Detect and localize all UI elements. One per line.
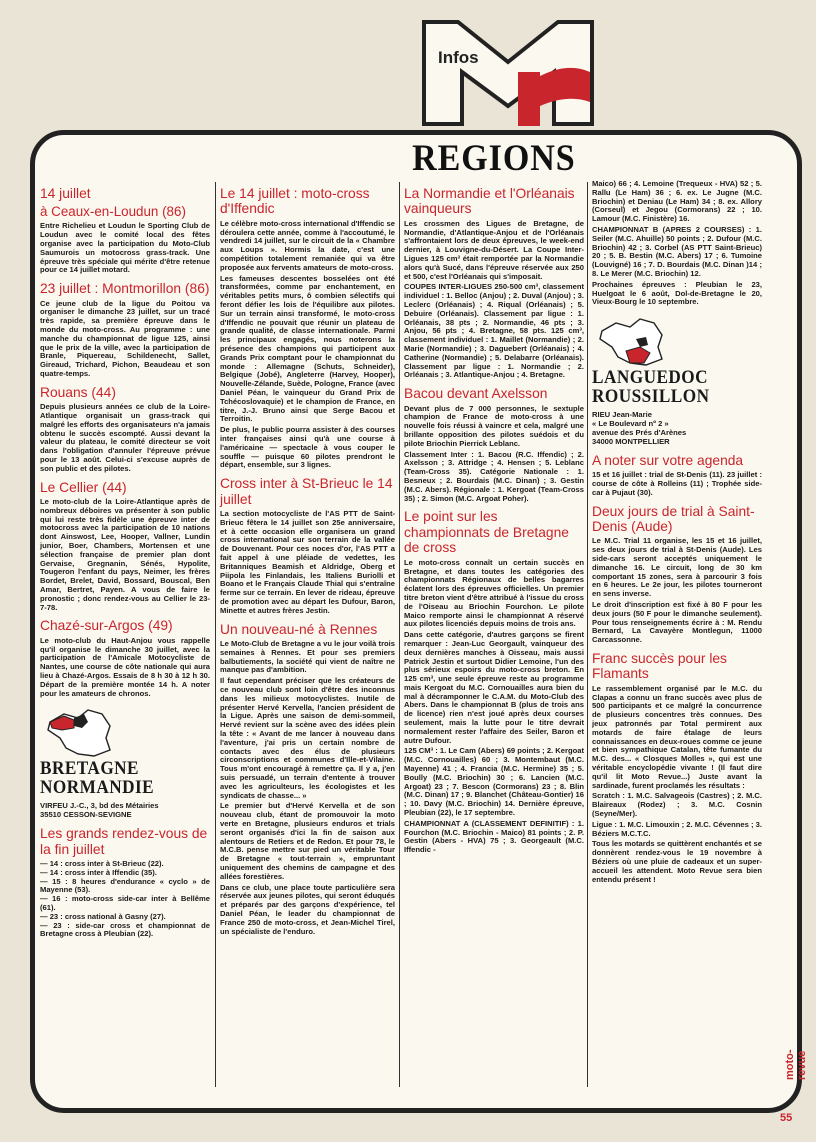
- column-2: [220, 180, 395, 938]
- list-item: — 23 : side-car cross et championnat de Bretagne cross à Pleubian (22).: [40, 920, 210, 939]
- list-item: — 15 : 8 heures d'endurance « cyclo » de Mayenne (53).: [40, 876, 210, 895]
- france-map-bretagne-icon: [44, 704, 116, 758]
- event-list: [40, 860, 210, 939]
- article-text: CHAMPIONNAT A (CLASSEMENT DEFINITIF) : 1. Fourchon (M.C. Briochin - Maico) 81 points ; 2. P. Gestin (Abers - HVA) 75 ; 3. Georgeault (M.C. Iffendic -: [404, 818, 584, 855]
- correspondent-address: RIEU Jean-Marie: [592, 409, 652, 419]
- article-text: 125 CM³ : 1. Le Cam (Abers) 69 points ; 2. Kergoat (M.C. Cornouailles) 60 ; 3. Montembaut (M.C. Mayenne) 41 ; 4. Francia (M.C. Hermine) 35 ; 5. Boully (M.C. Briochin) 30 ; 6. Lancien (M.C. Argoat) 23 ; 7. Bescon (Cormorans) 23 ; 8. Blin (M.C. Dinan) 17 ; 9. Blanchet (Château-Gontier) 16 ; 10. Davy (M.C. Briochin) 14. Dernière épreuve, Pleubian (22), le 17 septembre.: [404, 746, 584, 818]
- article-text: Le premier but d'Hervé Kervella et de son nouveau club, étant de promouvoir la moto verte en Bretagne, plusieurs enduros et trials seront organisés d'ici la fin de saison aux alentours de Retiers et de Redon. Et pour 78, le M.C.B. pense mettre sur pied un véritable Tour de Bretagne « tout-terrain », empruntant uniquement des chemins de campagne et des allées forestières.: [220, 801, 395, 881]
- article-text: Dans cette catégorie, d'autres garçons se firent remarquer : Jean-Luc Georgault, vainqueur des deux dernières manches à Oisseau, mais aussi Patrick Jestin et surtout Didier Lemoine, l'un des plus sérieux espoirs du moto-cross breton. En 125 cm³, une seule épreuve reste au programme mais Kergoat du M.C. Cornouailles aura bien du mal à décramponner le C.A.M. du Moto-Club des Abers. Dans le championnat B (plus de trois ans de licence) rien n'est joué après deux courses seulement, mais la lutte pour le titre devrait normalement rester l'affaire des Seiler, Baron et autre Dufour.: [404, 630, 584, 745]
- correspondent-address: avenue des Prés d'Arènes: [592, 427, 687, 437]
- article-text: 15 et 16 juillet : trial de St-Denis (11). 23 juillet : course de côte à Rolleins (11) ; Trophée side-car à Pujaut (30).: [592, 470, 762, 497]
- page-title: REGIONS: [412, 138, 576, 179]
- article-text: Scratch : 1. M.C. Salvageois (Castres) ; 2. M.C. Blaireaux (Rodez) ; 3. M.C. Cosnin (Seyne/Mer).: [592, 791, 762, 818]
- article-heading: La Normandie et l'Orléanais vainqueurs: [404, 186, 575, 217]
- article-heading: Deux jours de trial à Saint-Denis (Aude): [592, 503, 755, 534]
- article-text: Il faut cependant préciser que les créateurs de ce nouveau club sont loin d'être des inconnus dans les milieux motocyclistes. Inutile de présenter Hervé Kervella, l'ancien président de la Ligue. Après une saison de demi-sommeil, Hervé revient sur la scène avec des idées plein la tête : « Avant de me lancer à nouveau dans l'aventure, j'ai pris un certain nombre de contacts avec des élus de plusieurs circonscriptions et communes d'Ille-et-Vilaine. Tous m'ont encouragé à remettre ça. Il y a, j'en suis persuadé, un terrain d'entente à trouver avec les agriculteurs, les écologistes et les syndicats de chasse... »: [220, 676, 395, 800]
- article-text: Le moto-club de la Loire-Atlantique après de nombreux déboires va présenter à son public qui lui reste très fidèle une épreuve inter de motocross avec la participation de 10 nations dont Ainswost, Lee, Hooper, Vallner, Lundin junior, Boer, Chambers, Mortensen et une sélection française de premier plan dont Gervaise, Gregnanin, Sénés, Hypolite, Tougeron l'enfant du pays, Neimer, les frères Bordet, Brelet, David, Bossard, Bouscal, Ben Amar, Bertret, Payen. A vous de faire le pronostic ; donc rendez-vous au Cellier le 23-7-78.: [40, 497, 210, 612]
- region-title: BRETAGNE NORMANDIE: [40, 759, 155, 799]
- article-heading: Le Cellier (44): [40, 479, 127, 495]
- article-text: Dans ce club, une place toute particulière sera réservée aux jeunes pilotes, qui seront éduqués et préparés par des garçons d'expérience, tel Daniel Péan, le leader du championnat de France 250 de moto-cross, et Jean-Michel Tirel, un spécialiste de l'enduro.: [220, 882, 395, 936]
- column-divider: [587, 182, 588, 1087]
- region-title: LANGUEDOC ROUSSILLON: [592, 368, 710, 408]
- column-3: [404, 180, 584, 857]
- article-text: Depuis plusieurs années ce club de la Loire-Atlantique organisait un grass-track qui malgré les efforts des organisateurs n'a jamais obtenu le succès escompté. Aussi devant la valeur du plateau, le comité directeur se voit dans l'obligation d'annuler l'épreuve prévue pour le 13 août. Celui-ci s'excuse auprès de son public et des pilotes.: [40, 402, 210, 473]
- article-text: De plus, le public pourra assister à des courses inter françaises ainsi qu'à une course à l'américaine — spectacle à vous couper le souffle — puisque 60 pilotes prendront le départ, ensemble, sur 3 lignes.: [220, 425, 395, 470]
- article-text: Le célèbre moto-cross international d'Iffendic se déroulera cette année, comme à l'accoutumé, le vendredi 14 juillet, sur le circuit de la « Chambre aux Loups ». Hormis la date, c'est une compétition totalement remaniée qui va être proposée aux fervents amateurs de moto-cross.: [220, 218, 395, 272]
- article-text: Maico) 66 ; 4. Lemoine (Trequeux - HVA) 52 ; 5. Rallu (Le Ham) 36 ; 6. ex. Le Jugne (M.C. Briochin) et Deniau (Le Ham) 34 ; 8. ex. Allory (Corseul) et Jegou (Cormorans) 22 ; 10. Lamour (M.C. Finistère) 16.: [592, 179, 762, 224]
- article-text: Le M.C. Trial 11 organise, les 15 et 16 juillet, ses deux jours de trial à St-Denis (Aude). Les side-cars seront acceptés uniquement le dimanche 16. Le circuit, long de 30 km comportant 15 zones, sera à parcourir 3 fois en 6 heures. Le 2e jour, les pilotes tourneront en sens inverse.: [592, 536, 762, 599]
- article-text: Le rassemblement organisé par le M.C. du Clapas a connu un franc succès avec plus de 500 participants et ce malgré la concurrence de plusieurs concentres très connues. Des jeux patronnés par Total permirent aux motards de faire étalage de leurs connaissances en deux-roues comme ce jeune et bien sympathique Catalan, tête fumante du M.C. des... « Closques Molles », qui est une véritable encyclopédie vivante ! (Il faut dire qu'il lit Moto Revue...) Juste avant la sardinade, furent proclamés les résultats :: [592, 683, 762, 790]
- article-heading: Cross inter à St-Brieuc le 14 juillet: [220, 476, 393, 507]
- article-text: Ligue : 1. M.C. Limouxin ; 2. M.C. Cévennes ; 3. Béziers M.C.T.C.: [592, 819, 762, 838]
- correspondent-address: 34000 MONTPELLIER: [592, 436, 670, 446]
- correspondent-address: « Le Boulevard nº 2 »: [592, 418, 669, 428]
- article-heading: à Ceaux-en-Loudun (86): [40, 204, 186, 220]
- article-text: Le Moto-Club de Bretagne a vu le jour voilà trois semaines à Rennes. Et pour ses premiers balbutiements, la société qui vient de naître ne manque pas d'ambition.: [220, 639, 395, 675]
- article-text: Le moto-cross connaît un certain succès en Bretagne, et dans toutes les catégories des championnats Régionaux de belles bagarres éclatent lors des épreuves officielles. Un premier titre breton vient d'être attribué à l'issue du cross de l'Oiseau au Briochin Fourchon. Le pilote Maico remporte ainsi le championnat A réservé aux pilotes licenciés depuis moins de trois ans.: [404, 557, 584, 629]
- article-text: Tous les motards se quittèrent enchantés et se donnèrent rendez-vous le 19 novembre à Béziers où une pluie de cadeaux et un super-accueil les attendent. Moto Revue sera bien entendu présent !: [592, 839, 762, 884]
- article-heading: 23 juillet : Montmorillon (86): [40, 281, 210, 297]
- list-item: — 14 : cross inter à St-Brieuc (22).: [40, 858, 164, 868]
- article-heading: Le point sur les championnats de Bretagne de cross: [404, 509, 569, 556]
- article-text: Ce jeune club de la ligue du Poitou va organiser le dimanche 23 juillet, sur un tracé très rapide, sa première épreuve dans le monde du moto-cross. Au programme : une manche du championnat de ligue 125, ainsi que le prix de la ville, avec la participation de Branle, Piquereau, Schildenecht, Sallet, Gireaud, Trichard, Pichon, Beaudeau et son quatre-temps.: [40, 298, 210, 379]
- france-map-languedoc-icon: [596, 313, 668, 367]
- article-heading: Les grands rendez-vous de la fin juillet: [40, 826, 208, 857]
- list-item: — 14 : cross inter à Iffendic (35).: [40, 867, 157, 877]
- article-heading: Un nouveau-né à Rennes: [220, 621, 378, 637]
- column-divider: [215, 182, 216, 1087]
- article-text: COUPES INTER-LIGUES 250-500 cm³, classement individuel : 1. Belloc (Anjou) ; 2. Duval (Anjou) ; 3. Leclerc (Orléanais) ; 4. Riqual (Orléanais) ; 5. Debuire (Orléanais). Classement par ligue : 1. Orléanais, 38 pts ; 2. Normandie, 46 pts ; 3. Anjou, 56 pts ; 4. Bretagne, 58 pts. 125 cm³, classement individuel : 1. Maillet (Normandie) ; 2. Marie (Normandie) ; 3. Daguebert (Orléanais) ; 4. Catherine (Normandie) ; 5. Delabarre (Orléanais). Classement par ligue : 1. Normandie ; 2. Orléanais ; 3. Atlantique-Anjou ; 4. Bretagne.: [404, 282, 584, 380]
- correspondent-address: 35510 CESSON-SEVIGNE: [40, 810, 132, 820]
- logo-infos-label: Infos: [438, 48, 479, 67]
- column-divider: [399, 182, 400, 1087]
- column-4: [592, 180, 762, 886]
- article-text: Prochaines épreuves : Pleubian le 23, Huelgoat le 6 août, Dol-de-Bretagne le 20, Vieux-Bourg le 10 septembre.: [592, 279, 762, 307]
- magazine-name: moto-revue: [784, 1049, 808, 1080]
- article-text: Le droit d'inscription est fixé à 80 F pour les deux jours (50 F pour le dimanche seulement). Pour tous renseignements écrire à : M. Rendu Bernard, La Cavayère Montlegun, 11000 Carcassonne.: [592, 599, 762, 645]
- article-text: Entre Richelieu et Loudun le Sporting Club de Loudun avec le comité local des fêtes organise avec la participation du Moto-Club Saumurois un motocross grass-track. Une épreuve très spéciale qui mérite d'être retenue pour ce 14 juillet motard.: [40, 221, 210, 275]
- article-heading: Rouans (44): [40, 384, 116, 400]
- column-1: [40, 180, 210, 939]
- list-item: — 16 : moto-cross side-car inter à Bellême (61).: [40, 894, 210, 912]
- article-heading: Le 14 juillet : moto-cross d'Iffendic: [220, 186, 370, 217]
- article-text: Les crossmen des Ligues de Bretagne, de Normandie, d'Atlantique-Anjou et de l'Orléanais s'affrontaient lors de deux épreuves, le week-end dernier, à Louvigne-du-Désert. La Coupe Inter-Ligues 125 cm³ était remportée par la Normandie alors qu'à Sucé, dans l'épreuve réservée aux 250 et 500, c'est l'Orléanais qui s'imposait.: [404, 218, 584, 281]
- moto-revue-m-logo: [418, 14, 598, 126]
- article-text: Les fameuses descentes bosselées ont été transformées, comme par enchantement, en véritables petits murs, ô combien sélectifs qui feront défier les lois de l'équilibre aux pilotes. Sur un terrain ainsi transformé, le moto-cross d'Iffendic ne pouvait que réunir un plateau de grande qualité, de classe internationale. Parmi les principaux engagés, nous noterons la présence des champions qui participent aux Grands Prix comptant pour le championnat du monde : Allemagne (Schuts, Schneider), Belgique (Jobé), Angleterre (Harvey, Hooper), Nouvelle-Zélande, Suède, Pologne, France (avec Daniel Péan, le vainqueur du Grand Prix de Tchécoslovaquie) et le champion de France, en titre, J.-J. Bruno ainsi que Serge Bacou et Terroitin.: [220, 273, 395, 424]
- article-heading: 14 juillet: [40, 186, 91, 201]
- correspondent-address: VIRFEU J.-C., 3, bd des Métairies: [40, 801, 159, 811]
- article-text: Le moto-club du Haut-Anjou vous rappelle qu'il organise le dimanche 30 juillet, avec la participation de l'Amicale Motocycliste de Nantes, une course de côte nationale qui aura lieu à Chazé-Argos. Essais de 8 h 30 à 12 h 30. Départ de la première montée 14 h. A noter pour les amateurs de chronos.: [40, 635, 210, 698]
- list-item: — 23 : cross national à Gasny (27).: [40, 911, 166, 921]
- article-text: Devant plus de 7 000 personnes, le sextuple champion de France de moto-cross à une nouvelle fois réussi à vaincre et cela, malgré une brillante opposition des pilotes suédois et du pilote Briochin Pierrick Leblanc.: [404, 403, 584, 448]
- article-heading: A noter sur votre agenda: [592, 452, 744, 468]
- page-number: 55: [780, 1112, 793, 1124]
- article-heading: Franc succès pour les Flamants: [592, 650, 727, 682]
- article-text: Classement Inter : 1. Bacou (R.C. Iffendic) ; 2. Axelsson ; 3. Attridge ; 4. Hensen ; 5. Leblanc (Team-Cross 35). Catégorie Nationale : 1. Besneux ; 2. Bourdais (M.C. Dinan) ; 3. Gestin (M.C. Abers). Régionale : 1. Kergoat (Team-Cross 35) ; 2. Simon (M.C. Argoat Poher).: [404, 449, 584, 503]
- article-heading: Bacou devant Axelsson: [404, 386, 548, 402]
- article-heading: Chazé-sur-Argos (49): [40, 618, 173, 634]
- article-text: CHAMPIONNAT B (APRES 2 COURSES) : 1. Seiler (M.C. Ahuille) 50 points ; 2. Dufour (M.C. Briochin) 42 ; 3. Corbel (AS PTT Saint-Brieuc) 20 ; 5. B. Bestin (M.C. Abers) 17 ; 6. Tumoine (Louvigné) 16 ; 7. D. Bourdais (M.C. Dinan )14 ; 8. Le Merer (M.C. Briochin) 12.: [592, 224, 762, 278]
- article-text: La section motocycliste de l'AS PTT de Saint-Brieuc fêtera le 14 juillet son 25e anniversaire, et à cette occasion elle organisera un grand cross international sur son terrain de la vallée de Douvenant. Pour ces noces d'or, l'AS PTT a fait appel à une pléiade de vedettes, les Britanniques Beamish et Aldridge, Oberg et Piipola les Finlandais, les Italiens Buriolli et Boano et le Français Claude Thial qui s'entraîne ferme sur ce terrain. En lever de rideau, épreuve de promotion avec au départ les Dufour, Baron, Minette et autres frères Jestin.: [220, 509, 395, 615]
